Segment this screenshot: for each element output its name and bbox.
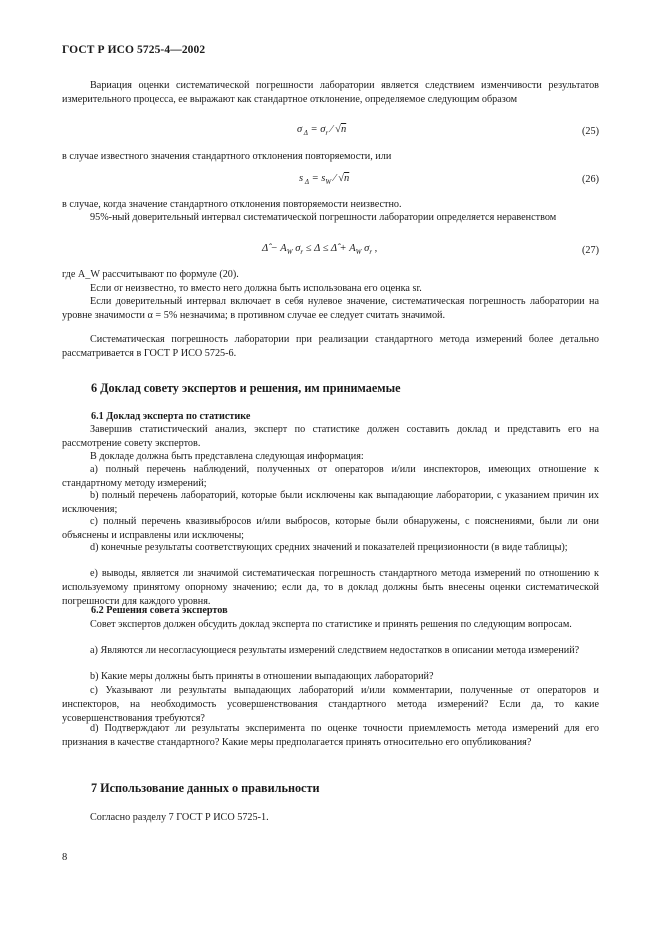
list-item-6-1-c: c) полный перечень квазивыбросов и/или выбросов, которые были обнаружены, с пояснениями, были ли они объяснены и исправлены или исключены; <box>62 516 599 542</box>
equation-25: σ $_\Delta = \sigma_r$ ⁄ √n <box>297 124 347 137</box>
intro-paragraph-1: Вариация оценки систематической погрешности лаборатории является следствием изменчивости результатов измерительного процесса, ее выражают как стандартное отклонение, определяемое следующим образом <box>62 80 599 106</box>
subsection-6-1-paragraph-1: Завершив статистический анализ, эксперт по статистике должен составить доклад и представить его на рассмотрение совету экспертов. <box>62 424 599 450</box>
subsection-6-2-paragraph-1: Совет экспертов должен обсудить доклад эксперта по статистике и принять решения по следующим вопросам. <box>90 619 572 630</box>
intro-paragraph-5: где A_W рассчитывают по формуле (20). <box>62 269 239 280</box>
intro-paragraph-7: Если доверительный интервал включает в себя нулевое значение, систематическая погрешность лаборатории на уровне значимости α = 5% незначима; в противном случае ее следует считать значимой. <box>62 296 599 322</box>
section-7-title: 7 Использование данных о правильности <box>91 781 320 795</box>
equation-27-number: (27) <box>582 245 599 256</box>
list-item-6-1-a: a) полный перечень наблюдений, полученных от операторов и/или инспекторов, имеющих отношение к стандартному методу измерений; <box>62 464 599 490</box>
equation-26: s $_\Delta = s_W$ ⁄ √n <box>299 173 350 186</box>
intro-paragraph-3: в случае, когда значение стандартного отклонения повторяемости неизвестно. <box>62 199 402 210</box>
intro-paragraph-4: 95%-ный доверительный интервал систематической погрешности лаборатории определяется неравенством <box>90 212 557 223</box>
equation-27: Δ̂ − $A_W$ $\sigma_r \le \Delta$ ≤ Δ̂ + $A_W$ $\sigma_r$ , <box>262 243 378 256</box>
list-item-6-1-b: b) полный перечень лабораторий, которые были исключены как выпадающие лаборатории, с указанием причин их исключения; <box>62 490 599 516</box>
page-header: ГОСТ Р ИСО 5725-4—2002 <box>62 44 206 56</box>
list-item-6-1-e: e) выводы, является ли значимой систематическая погрешность стандартного метода измерений по отношению к используемому принятому опорному значению; если да, то в доклад должны быть внесены оценки систематической погрешности для каждого уровня. <box>62 568 599 608</box>
page-number: 8 <box>62 852 68 863</box>
list-item-6-2-b: b) Какие меры должны быть приняты в отношении выпадающих лабораторий? <box>90 671 434 682</box>
subsection-6-1-paragraph-2: В докладе должна быть представлена следующая информация: <box>90 451 364 462</box>
list-item-6-2-c: c) Указывают ли результаты выпадающих лабораторий и/или комментарии, полученные от операторов и инспекторов, на необходимость усовершенствования стандартного метода измерений? Если да, то какие усовершенствования требуются? <box>62 685 599 725</box>
subsection-6-2-title: 6.2 Решения совета экспертов <box>91 605 228 616</box>
list-item-6-2-d: d) Подтверждают ли результаты эксперимента по оценке точности приемлемость метода измерений для его признания в качестве стандартного? Какие меры предполагается принять относительно его опубликования? <box>62 723 599 749</box>
equation-26-number: (26) <box>582 174 599 185</box>
list-item-6-1-d: d) конечные результаты соответствующих средних значений и показателей прецизионности (в виде таблицы); <box>90 542 568 553</box>
intro-paragraph-8: Систематическая погрешность лаборатории при реализации стандартного метода измерений более детально рассматривается в ГОСТ Р ИСО 5725-6. <box>62 334 599 360</box>
intro-paragraph-6: Если σr неизвестно, то вместо него должна быть использована его оценка sr. <box>90 283 422 294</box>
section-7-paragraph-1: Согласно разделу 7 ГОСТ Р ИСО 5725-1. <box>90 812 269 823</box>
intro-paragraph-2: в случае известного значения стандартного отклонения повторяемости, или <box>62 151 392 162</box>
section-6-title: 6 Доклад совету экспертов и решения, им принимаемые <box>91 381 401 395</box>
list-item-6-2-a: a) Являются ли несогласующиеся результаты измерений следствием недостатков в описании метода измерений? <box>90 645 580 656</box>
subsection-6-1-title: 6.1 Доклад эксперта по статистике <box>91 411 251 422</box>
equation-25-number: (25) <box>582 126 599 137</box>
